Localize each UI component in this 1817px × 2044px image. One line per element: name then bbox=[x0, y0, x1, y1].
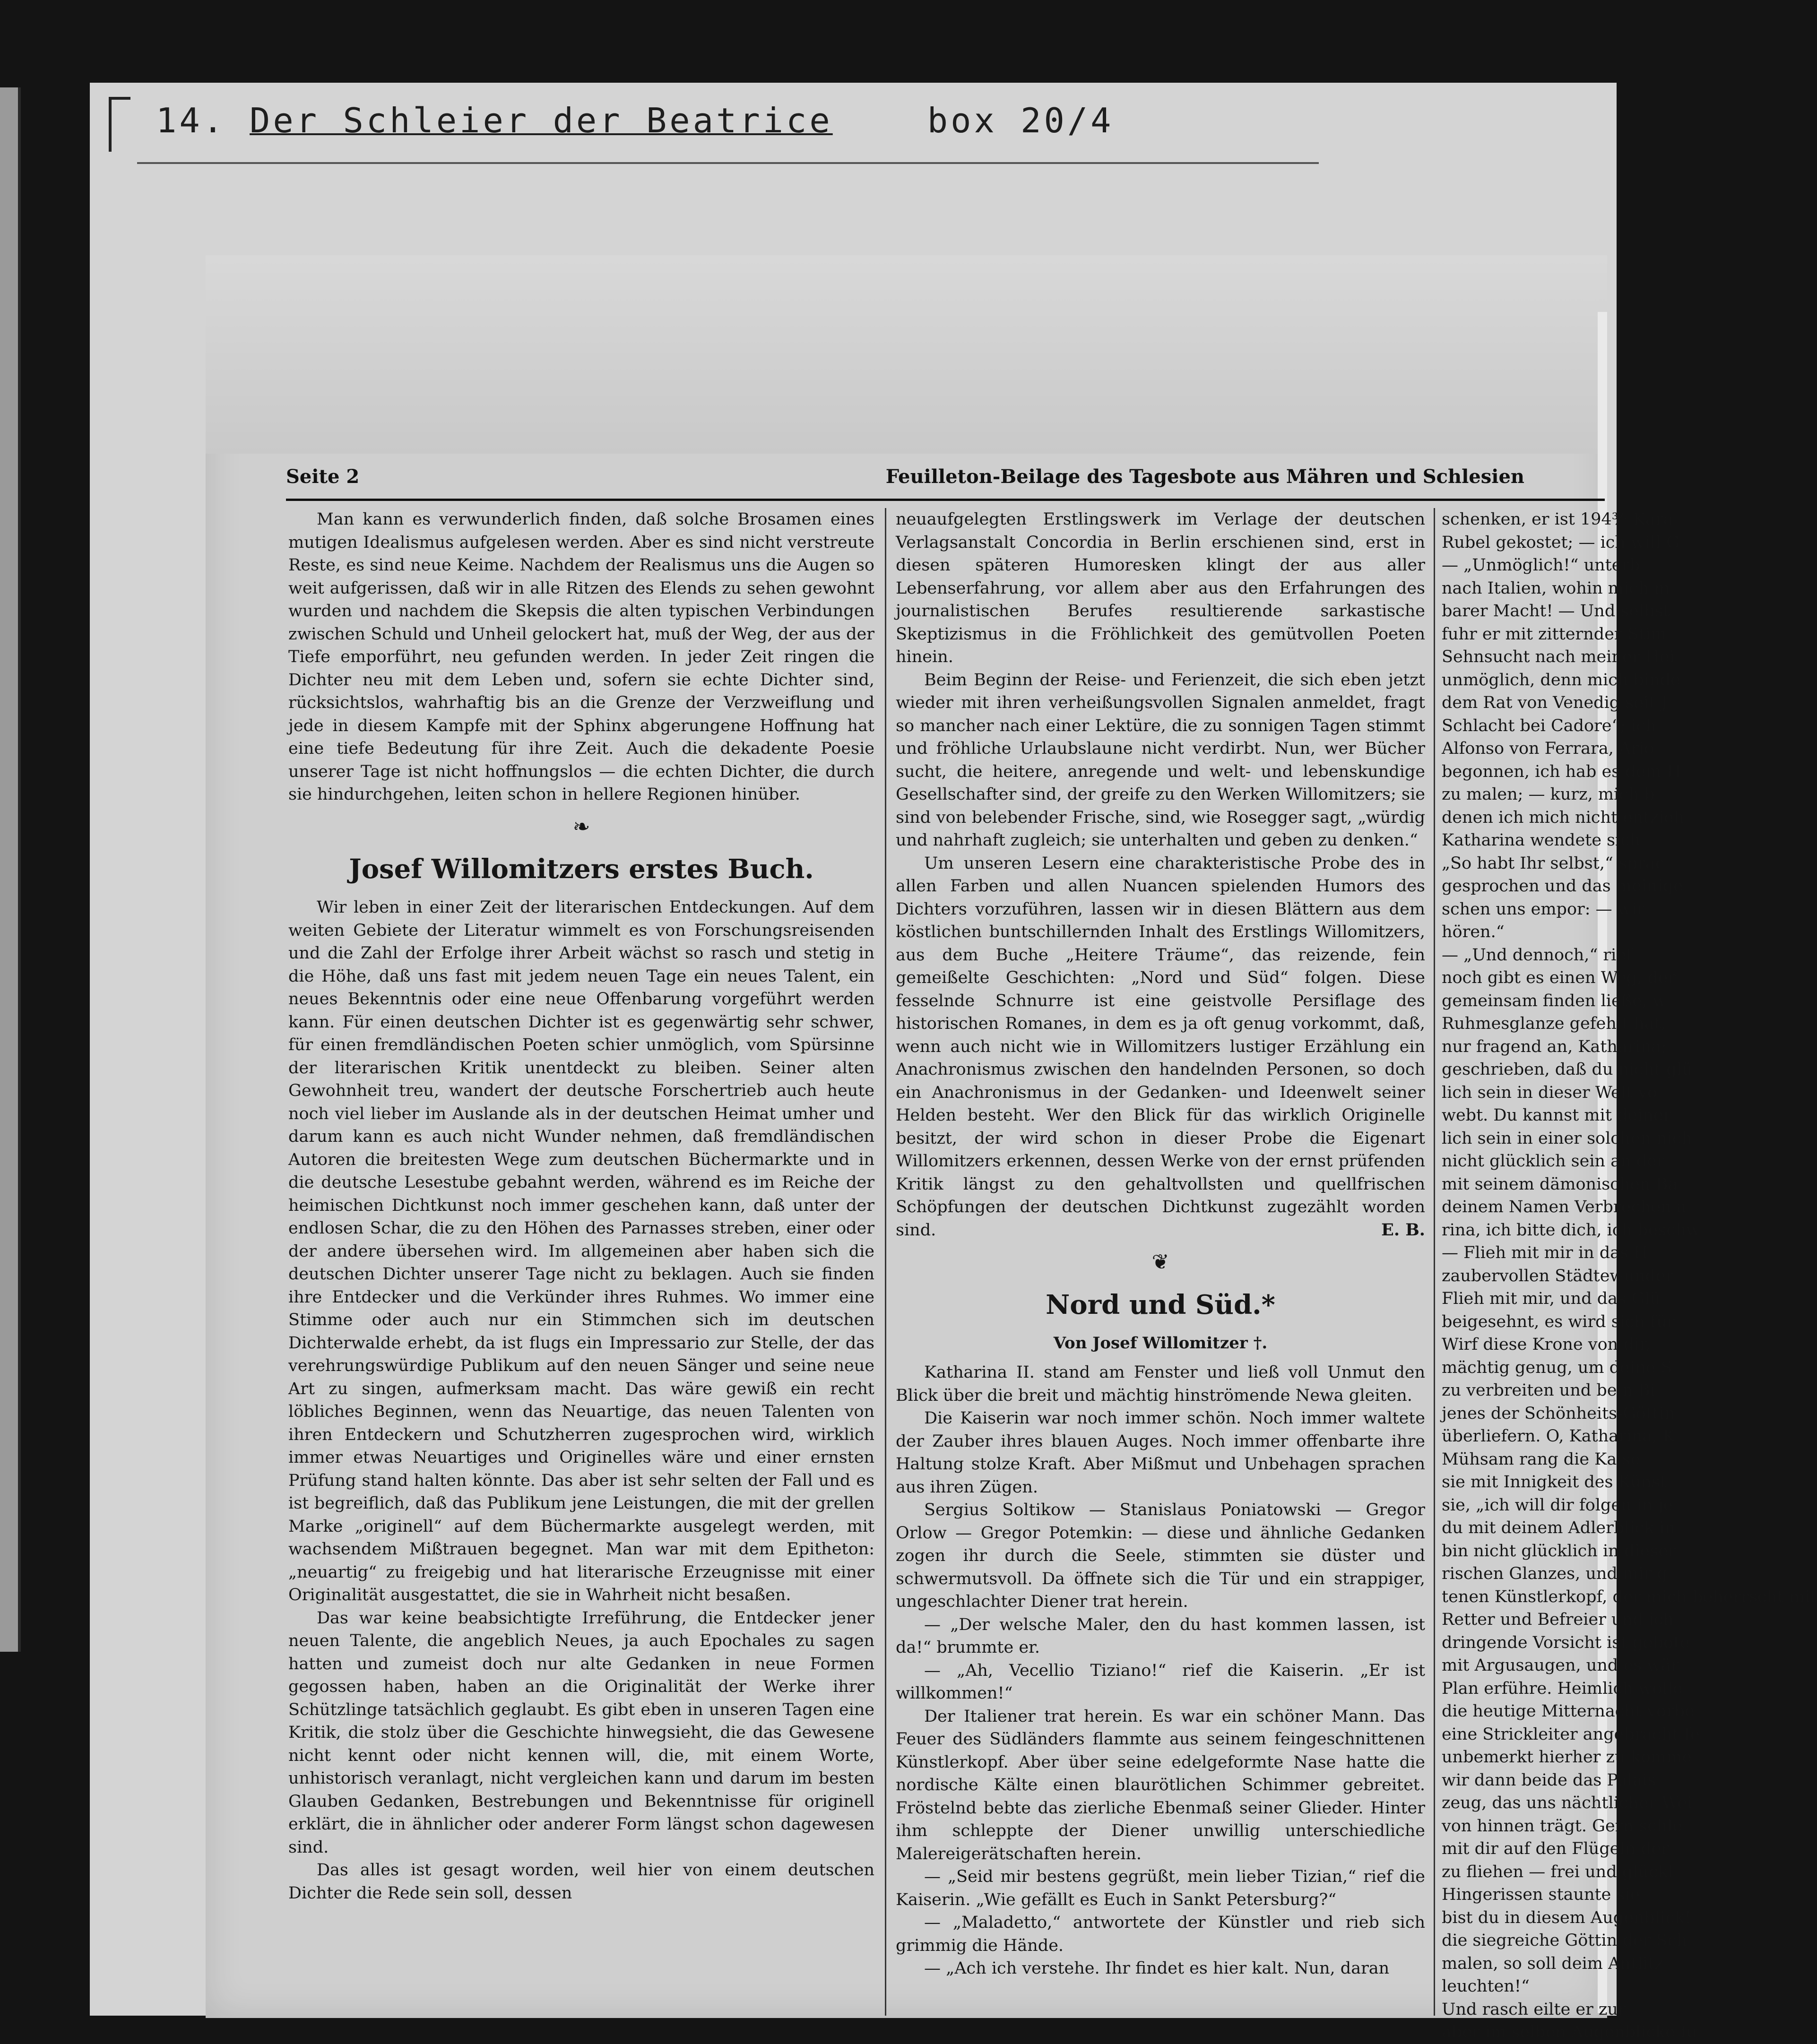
column-rule bbox=[1434, 508, 1435, 2016]
line: fuhr er mit zitternder Stim bbox=[1442, 624, 1667, 644]
line: noch gibt es einen Weg, der bbox=[1442, 968, 1676, 987]
line: sie, „ich will dir folgen in je bbox=[1442, 1495, 1673, 1515]
line: schenken, er ist 194¾ Kara bbox=[1442, 510, 1673, 529]
line: überliefern. O, Katharina, K bbox=[1442, 1427, 1675, 1446]
page-number: Seite 2 bbox=[286, 466, 360, 488]
paragraph: — „Seid mir bestens gegrüßt, mein lieber Tizian,“ rief die Kaiserin. „Wie gefällt es Euch in Sankt Petersburg?“ bbox=[896, 1867, 1425, 1909]
line: du mit deinem Adlerblick in bbox=[1442, 1518, 1676, 1537]
line: sie mit Innigkeit des Künst bbox=[1442, 1473, 1667, 1492]
label-rule bbox=[137, 162, 1319, 164]
line: beigesehnt, es wird sich für bbox=[1442, 1312, 1675, 1331]
line: Flieh mit mir, und das Glü bbox=[1442, 1289, 1661, 1308]
signature: E. B. bbox=[1381, 1220, 1425, 1240]
paragraph: Die Kaiserin war noch immer schön. Noch immer waltete der Zauber ihres blauen Auges. Noch immer offenbarte ihre Haltung stolze Kraft. Aber Mißmut und Unbehagen sprachen aus ihren Zügen. bbox=[896, 1409, 1425, 1497]
line: hören.“ bbox=[1442, 923, 1505, 941]
line: lich sein in einer solchen nich bbox=[1442, 1129, 1692, 1148]
folder-box: box 20/4 bbox=[927, 101, 1114, 140]
line: aber im selben Augenblicke fu bbox=[1442, 2023, 1697, 2042]
line: tenen Künstlerkopf, der mich beherrscht mit bbox=[1442, 1587, 1817, 1606]
line: schen uns empor: — wir bbox=[1442, 899, 1645, 919]
paragraph: Der Italiener trat herein. Es war ein schöner Mann. Das Feuer des Südländers flammte aus seinem feingeschnittenen Künstlerkopf. Aber über seine edelgeformte Nase hatte die nordische Kälte einen blaurötlichen Schimmer gebreitet. Fröstelnd bebte das zierliche Ebenmaß seiner Glieder. Hinter ihm schleppte der Diener unwillig unterschiedliche Malereigerätschaften herein. bbox=[896, 1707, 1425, 1863]
paragraph: — „Der welsche Maler, den du hast kommen lassen, ist da!“ brummte er. bbox=[896, 1615, 1425, 1657]
line: geschrieben, daß du nicht glü bbox=[1442, 1060, 1693, 1079]
paragraph: Das alles ist gesagt worden, weil hier von einem deutschen Dichter die Rede sein soll, dessen bbox=[288, 1861, 874, 1903]
line: rina, ich bitte dich, ich beschw bbox=[1442, 1220, 1701, 1240]
line: — Flieh mit mir in das H bbox=[1442, 1243, 1648, 1262]
paragraph bbox=[896, 852, 1425, 1242]
line: unbemerkt hierher zu komme bbox=[1442, 1748, 1692, 1767]
paragraph: Katharina II. stand am Fenster und ließ voll Unmut den Blick über die breit und mächtig hinströmende Newa gleiten. bbox=[896, 1363, 1425, 1405]
line: Hingerissen staunte sie bbox=[1442, 1885, 1640, 1904]
line: zeug, das uns nächtlicher Wei bbox=[1442, 1794, 1693, 1812]
paragraph: — „Ah, Vecellio Tiziano!“ rief die Kaiserin. „Er ist willkommen!“ bbox=[896, 1661, 1425, 1703]
paragraph: Beim Beginn der Reise- und Ferienzeit, die sich eben jetzt wieder mit ihren verheißungsvollen Signalen anmeldet, fragt so mancher nach einer Lektüre, die zu sonnigen Tagen stimmt und fröhliche Urlaubslaune nicht verdirbt. Nun, wer Bücher sucht, die heitere, anregende und welt- und lebenskundige Gesellschafter sind, der greife zu den Werken Willomitzers; sie sind von belebender Frische, sind, wie Rosegger sagt, „würdig und nahrhaft zugleich; sie unterhalten und geben zu denken.“ bbox=[896, 670, 1425, 850]
line: Alfonso von Ferrara, Ario bbox=[1442, 739, 1654, 758]
line: — „Unmöglich!“ unterb bbox=[1442, 556, 1640, 575]
line: gemeinsam finden ließe, w bbox=[1442, 991, 1667, 1010]
line: webt. Du kannst mit deiner bbox=[1442, 1106, 1671, 1125]
line: die heutige Mitternacht vorbe bbox=[1442, 1702, 1695, 1721]
folder-title: Der Schleier der Beatrice bbox=[250, 101, 833, 140]
line: eine Strickleiter angebracht fe bbox=[1442, 1725, 1700, 1744]
folder-label bbox=[156, 101, 1114, 153]
paragraph-text: Um unseren Lesern eine charakteristische Probe des in allen Farben und allen Nuancen spielenden Humors des Dichters vorzuführen, lassen wir in diesen Blättern aus dem köstlichen buntschillernden Inhalt des Erstlings Willomitzers, aus dem Buche „Heitere Träume“, das reizende, fein gemeißelte Geschichten: „Nord und Süd“ folgen. Diese fesselnde Schnurre ist eine geistvolle Persiflage des historischen Romanes, in dem es ja oft genug vorkommt, daß, wenn auch nicht wie in Willomitzers lustiger Erzählung ein Anachronismus zwischen den handelnden Personen, so doch ein Anachronismus in der Gedanken- und Ideenwelt seiner Helden besteht. Wer den Blick für das wirklich Originelle besitzt, der wird schon in dieser Probe die Eigenart Willomitzers erkennen, dessen Werke von der ernst prüfenden Kritik längst zu den gehaltvollsten und quellfrischen Schöpfungen der deutschen Dichtkunst zugezählt worden sind. bbox=[896, 854, 1425, 1240]
story-heading: Nord und Süd.* bbox=[1046, 1289, 1275, 1320]
line: bist du in diesem Augenblick! bbox=[1442, 1908, 1692, 1927]
paragraph: — „Maladetto,“ antwortete der Künstler und rieb sich grimmig die Hände. bbox=[896, 1913, 1425, 1955]
line: dem Rat von Venedig seit J bbox=[1442, 693, 1668, 712]
story-byline: Von Josef Willomitzer †. bbox=[1053, 1333, 1268, 1353]
line: die siegreiche Göttin der Sch bbox=[1442, 1931, 1687, 1950]
line: Katharina wendete sich bbox=[1442, 831, 1641, 850]
line: nicht glücklich sein an der bbox=[1442, 1152, 1665, 1171]
adjacent-page-strip bbox=[0, 87, 21, 1652]
line: Rubel gekostet; — ich will G bbox=[1442, 533, 1679, 552]
line: Ruhmesglanze gefehlt hat, bbox=[1442, 1014, 1666, 1033]
line: denen ich mich nicht entzieh bbox=[1442, 808, 1685, 827]
line: leuchten!“ bbox=[1442, 1977, 1530, 1996]
line: Und rasch eilte er zur bbox=[1442, 2000, 1626, 2019]
ornament: ❦ bbox=[1151, 1250, 1169, 1274]
line: zaubervollen Städtewunder bbox=[1442, 1266, 1674, 1285]
corner-mark bbox=[109, 97, 130, 152]
column-3 bbox=[1442, 508, 1817, 2042]
line: wir dann beide das Palais bbox=[1442, 1770, 1656, 1790]
line: nur fragend an, Katharina; bbox=[1442, 1037, 1667, 1056]
clipping-blank-margin bbox=[206, 255, 1607, 454]
line: dringende Vorsicht ist gebote bbox=[1442, 1633, 1690, 1652]
paragraph: Man kann es verwunderlich finden, daß solche Brosamen eines mutigen Idealismus aufgelesen werden. Aber es sind nicht verstreute Reste, es sind neue Keime. Nachdem der Realismus uns die Augen so weit aufgerissen, daß wir in alle Ritzen des Elends zu sehen gewohnt wurden und nachdem die Skepsis die alten typischen Verbindungen zwischen Schuld und Unheil gelockert hat, muß der Weg, der aus der Tiefe emporführt, neu gefunden werden. In jeder Zeit ringen die Dichter neu mit dem Leben und, sofern sie echte Dichter sind, rücksichtslos, wahrhaftig bis an die Grenze der Verzweiflung und jede in diesem Kampfe mit der Sphinx abgerungene Hoffnung hat eine tiefe Bedeutung für ihre Zeit. Auch die dekadente Poesie unserer Tage ist nicht hoffnungslos — die echten Dichter, die durch sie hindurchgehen, leiten schon in hellere Regionen hinüber. bbox=[288, 510, 874, 804]
line: begonnen, ich hab es dem H bbox=[1442, 762, 1681, 781]
line: barer Macht! — Und selbst bbox=[1442, 602, 1670, 621]
line: „So habt Ihr selbst,“ sprac bbox=[1442, 854, 1665, 873]
ornament: ❧ bbox=[572, 814, 590, 839]
folder-number: 14. bbox=[156, 101, 226, 140]
newspaper-clipping bbox=[206, 255, 1817, 2042]
line: malen, so soll deim Antlitz bbox=[1442, 1954, 1663, 1973]
line: — „Und dennoch,“ rief bbox=[1442, 945, 1632, 965]
line: Wirf diese Krone von dir, bbox=[1442, 1335, 1651, 1354]
page-header bbox=[286, 466, 1524, 499]
paragraph: Das war keine beabsichtigte Irreführung, die Entdecker jener neuen Talente, die angeblich Neues, ja auch Epochales zu sagen hatten und zumeist doch nur alte Gedanken in neue Formen gegossen haben, haben an die Originalität der Werke ihrer Schützlinge tatsächlich geglaubt. Es gibt eben in unseren Tagen eine Kritik, die stolz über die Geschichte hinwegsieht, die das Gewesene nicht kennt oder nicht kennen will, die, mit einem Worte, unhistorisch veranlagt, nicht vergleichen kann und darum im besten Glauben Gedanken, Bestrebungen und Bekenntnisse für originell erklärt, die in ähnlicher oder anderer Form längst schon dagewesen sind. bbox=[288, 1608, 874, 1857]
column-1 bbox=[288, 508, 874, 2016]
paragraph: Wir leben in einer Zeit der literarischen Entdeckungen. Auf dem weiten Gebiete der Literatur wimmelt es von Forschungsreisenden und die Zahl der Erfolge ihrer Arbeit wächst so rasch und stetig in die Höhe, daß uns fast mit jedem neuen Tage ein neues Talent, ein neues Bekenntnis oder eine neue Offenbarung vorgeführt werden kann. Für einen deutschen Dichter ist es gegenwärtig sehr schwer, für einen fremdländischen Poeten schier unmöglich, vom Spürsinne der literarischen Kritik unentdeckt zu bleiben. Seiner alten Gewohnheit treu, wandert der deutsche Forschertrieb auch heute noch viel lieber im Auslande als in der deutschen Heimat umher und darum kann es auch nicht Wunder nehmen, daß fremdländischen Autoren die breitesten Wege zum deutschen Büchermarkte und in die deutsche Lesestube gebahnt werden, während es im Reiche der heimischen Dichtkunst noch immer geschehen kann, daß unter der endlosen Schar, die zu den Höhen des Parnasses streben, einer oder der andere übersehen wird. Im allgemeinen aber haben sich die deutschen Dichter unserer Tage nicht zu beklagen. Auch sie finden ihre Entdecker und die Verkünder ihres Ruhmes. Wo immer eine Stimme oder auch nur ein Stimmchen sich im deutschen Dichterwalde erhebt, da ist flugs ein Impressario zur Stelle, der das verehrungswürdige Publikum auf den neuen Sänger und seine neue Art zu singen, aufmerksam macht. Das wäre gewiß ein recht löbliches Beginnen, wenn das Neuartige, das neuen Talenten von ihren Entdeckern und Schutzherren zugesprochen wird, wirklich immer etwas Neuartiges und Originelles wäre und einer ernsten Prüfung stand halten könnte. Das aber ist sehr selten der Fall und es ist begreiflich, daß das Publikum jene Leistungen, die mit der grellen Marke „originell“ auf dem Büchermarkte ausgelegt werden, mit wachsendem Mißtrauen begegnet. Man war mit dem Epitheton: „neuartig“ zu freigebig und hat literarische Erzeugnisse mit einer Originalität ausgestattet, die sie in Wahrheit nicht besaßen. bbox=[288, 898, 874, 1604]
line: rischen Glanzes, und mir g bbox=[1442, 1564, 1668, 1583]
line: mächtig genug, um deine S bbox=[1442, 1358, 1672, 1377]
article-heading: Josef Willomitzers erstes Buch. bbox=[349, 854, 814, 885]
paragraph: Sergius Soltikow — Stanislaus Poniatowski — Gregor Orlow — Gregor Potemkin: — diese und ähnliche Gedanken zogen ihr durch die Seele, stimmten sie düster und schwermutsvoll. Da öffnete sich die Tür und ein strappiger, ungeschlachter Diener trat herein. bbox=[896, 1501, 1425, 1611]
line: gesprochen und das meinige bbox=[1442, 877, 1683, 896]
column-rule bbox=[885, 508, 886, 2016]
line: jenes der Schönheits-Göttin bbox=[1442, 1404, 1675, 1423]
line: zu malen; — kurz, mich b bbox=[1442, 785, 1655, 804]
publication-name: Feuilleton-Beilage des Tagesbote aus Mähren und Schlesien bbox=[885, 466, 1524, 488]
line: mit dir auf den Flügeln der bbox=[1442, 1839, 1670, 1858]
line: Mühsam rang die Kaise bbox=[1442, 1449, 1641, 1469]
line: Retter und Befreier und ich bbox=[1442, 1610, 1674, 1629]
line: zu fliehen — frei und glückl bbox=[1442, 1862, 1673, 1881]
line: zu verbreiten und bein Bi bbox=[1442, 1381, 1656, 1400]
line: mit Argusaugen, und es wär bbox=[1442, 1656, 1679, 1675]
paragraph: neuaufgelegten Erstlingswerk im Verlage der deutschen Verlagsanstalt Concordia in Berlin erschienen sind, erst in diesen späteren Humoresken klingt der aus aller Lebenserfahrung, vor allem aber aus den Erfahrungen des journalistischen Berufes resultierende sarkastische Skeptizismus in die Fröhlichkeit des gemütvollen Poeten hinein. bbox=[896, 510, 1425, 666]
line: nach Italien, wohin mich m bbox=[1442, 578, 1670, 598]
header-rule bbox=[286, 499, 1605, 501]
line: bin nicht glücklich in dieser bbox=[1442, 1541, 1676, 1561]
line: Schlacht bei Cadore“; ich bbox=[1442, 716, 1656, 735]
line: deinem Namen Verbrechen a bbox=[1442, 1198, 1687, 1216]
line: unmöglich, denn mich binde bbox=[1442, 670, 1680, 690]
line: mit seinem dämonischen Ba bbox=[1442, 1174, 1678, 1194]
line: Plan erführe. Heimlich wolle bbox=[1442, 1679, 1683, 1698]
paragraph: — „Ach ich verstehe. Ihr findet es hier kalt. Nun, daran bbox=[924, 1959, 1390, 1978]
line: von hinnen trägt. Gern schle bbox=[1442, 1816, 1683, 1836]
line: Sehnsucht nach meiner Hei bbox=[1442, 647, 1675, 666]
archive-card bbox=[90, 83, 1817, 2042]
column-2 bbox=[896, 508, 1425, 2016]
line: lich sein in dieser Welt vo bbox=[1442, 1083, 1657, 1102]
